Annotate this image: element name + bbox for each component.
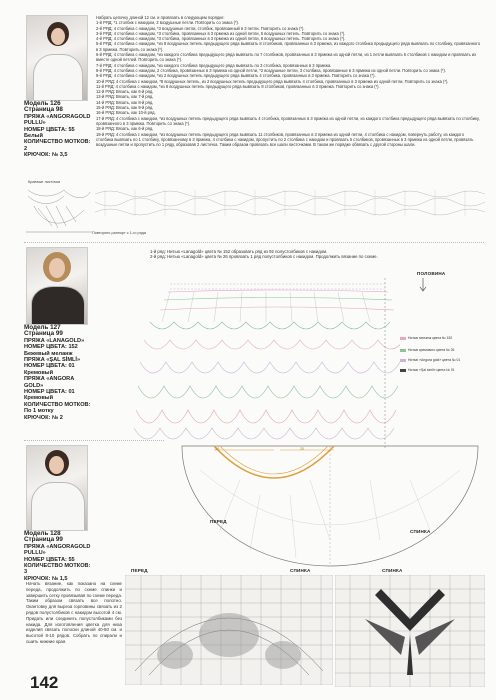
model-127-color3: НОМЕР ЦВЕТА: 01 (24, 389, 75, 396)
section-divider (24, 440, 164, 441)
bottom-label-back-right: СПИНКА (382, 568, 403, 573)
instr-126-line: 16-й РЯД: Вязать, как 10-й ряд. (96, 110, 156, 116)
legend-text: Нитью кремового цвета № 26 (408, 348, 455, 352)
model-128-skeins: КОЛИЧЕСТВО МОТКОВ: 3 (24, 563, 91, 576)
label-edge-leaves: Краевые листочки (28, 180, 61, 184)
legend-swatch (400, 359, 406, 362)
model-128-photo (26, 445, 88, 531)
legend-127 (400, 335, 488, 373)
model-127-title: Модель 127 Страница 99 (24, 324, 63, 338)
instr-127-line: 2-й ряд: Нитью «Lanagold» цвета № 26 провязать 1 ряд полустолбиков с накидом. Продолжить вязание по схеме. (150, 254, 378, 260)
instr-126-line: 11-й РЯД: 4 столбика с накидом, *из 8 воздушных петель предыдущего ряда вывязать 8 столбиков, провязанных в 3 прмежа. Повторить со знака (*). (96, 83, 380, 89)
model-126-caption (24, 101, 92, 159)
legend-item (400, 347, 488, 353)
model-127-color1-name: Бежевый меланж (24, 350, 73, 357)
diagram-127-collar (130, 278, 400, 453)
model-126-hook: КРЮЧОК: № 3,5 (24, 152, 68, 159)
instr-127-line: 1-й ряд: Нитью «Lanagold» цвета № 152 образовать ряд из 92 полустолбиков с накидом. (150, 249, 328, 254)
instr-126-line: 4-й РЯД: 4 столбика с накидом, *3 столбика, провязанных в 3 прмежа из одной петли, 8 воздушных петель. Повторить со знака (*). (96, 36, 346, 42)
model-127-color2-name: Кремовый (24, 369, 54, 376)
model-127-color2: НОМЕР ЦВЕТА: 01 (24, 363, 75, 370)
diagram-126-edge-leaves (24, 186, 94, 234)
model-127-color3-name: Кремовый (24, 395, 54, 402)
section-divider (24, 242, 484, 243)
model-126-figure-body (33, 54, 83, 101)
instr-126-line: 14-й РЯД: Вязать, как 8-й ряд. (96, 99, 154, 105)
instr-126-line: 10-й РЯД: 4 столбика с накидом, *8 воздушных петель, из 2 воздушных петель предыдущего ряда вывязать 4 столбика, провязанных в 3 прмежа из одной петли. Повторить со знака (*). (96, 78, 449, 84)
diagram-126-repeat-band (95, 186, 485, 228)
model-128-yarn: ПРЯЖА «ANGORAGOLD PULLU» (24, 543, 91, 557)
model-127-caption (24, 325, 92, 421)
half-arrow (418, 278, 428, 292)
legend-text: Нитью меланж цвета № 152 (408, 336, 453, 340)
model-126-photo (26, 15, 88, 101)
label-front: ПЕРЕД (210, 519, 227, 524)
legend-item (400, 367, 488, 373)
legend-item (400, 357, 488, 363)
instr-126-line: 7-й РЯД: 4 столбика с накидом, *из каждого столбика предыдущего ряда вывязать по 3 столбика, провязанных в 3 прмежа. (96, 62, 332, 68)
model-128-caption (24, 531, 92, 582)
notes-128: Начать вязание, как показано на схеме переда, продолжить по схеме спинки и завершить сетку провязывая по схеме переда. Таким образом связать все полотно. Окантовку для выреза горловины связать из 2 рядов полустолбиков с накидом высотой 4 см. Придать или соединить полустолбиками без накида. Для изготовления цветка для низа изделия связать полоски длиной 40-50 см. и высотой 8-10 рядов. Собрать по спирали и сшить нижние края. (26, 581, 122, 644)
diagram-128-back (335, 575, 485, 687)
instr-126-line: 13-й РЯД: Вязать, как 7-й ряд. (96, 94, 154, 100)
diagram-128-front (125, 575, 333, 685)
model-127-figure-body (31, 286, 85, 325)
instr-126-line: 5-й РЯД: 4 столбика с накидом, *из 8 воздушных петель предыдущего ряда вывязать 8 столбиков, провязанных в 3 прмежа, из каждого столбика предыдущего ряда вывязать по столбику, провязанного в 3 прмежа. Повторить со знака (*). (96, 41, 480, 52)
legend-text: Нитью «Angora gold» цвета № 01 (408, 358, 461, 362)
instr-126-line: Набрать цепочку длиной 12 см. и провязать в следующем порядке: (96, 15, 225, 20)
model-126-color: НОМЕР ЦВЕТА: 55 Белый (24, 126, 75, 140)
model-128-color: НОМЕР ЦВЕТА: 55 (24, 556, 75, 563)
diagram-128-yoke (180, 440, 480, 568)
instr-126-line: 6-й РЯД: 4 столбика с накидом, *из каждого столбика предыдущего ряда вывязать по 7 столбиков, провязанных в 3 прмежа из одной петли, из 1 петли вывязать 6 столбиков с накидом и провязать их вместе одной петлей. Повторить со знака (*). (96, 52, 477, 63)
dim-right: 20 (300, 447, 305, 451)
model-127-yarn2: ПРЯЖА «ŞAL SİMLİ» (24, 357, 81, 364)
model-126-title: Модель 126 Страница 98 (24, 100, 63, 114)
instr-126-line: 8-й РЯД: 4 столбика с накидом, 2 столбика, провязанных в 3 прмежа из одной петли, *2 воздушные петли, 3 столбика, провязанные в 3 прмежа из одной петли. Повторить со знака (*). (96, 67, 447, 73)
dim-left: 30 (215, 447, 220, 451)
model-126-skeins: КОЛИЧЕСТВО МОТКОВ: 2 (24, 139, 91, 152)
instructions-126 (96, 15, 481, 147)
instr-126-line: 15-й РЯД: Вязать, как 9-й ряд. (96, 105, 154, 111)
instructions-127 (150, 249, 400, 260)
model-126-yarn: ПРЯЖА «ANGORAGOLD PULLU» (24, 113, 91, 127)
model-128-title: Модель 128 Страница 99 (24, 530, 63, 544)
bottom-label-back: СПИНКА (290, 568, 311, 573)
label-half: ПОЛОВИНА (417, 271, 446, 276)
legend-swatch (400, 369, 406, 372)
legend-text: Нитью «Şal simli» цвета № 01 (408, 368, 455, 372)
instr-126-line: 18-й РЯД: Вязать, как 6-й ряд. (96, 126, 154, 132)
model-128-figure-face (49, 456, 64, 474)
instr-126-line: 1-й РЯД: *1 столбик с накидом, 3 воздушные петли. Повторить со знака (*). (96, 20, 240, 26)
model-127-photo (26, 247, 88, 325)
model-128-figure-body (31, 482, 85, 531)
instr-126-line: 9-й РЯД: 4 столбика с накидом, *из 2 воздушных петель предыдущего ряда вывязать 4 столбика, провязанных в 3 прмежа. Повторить со знака (*). (96, 73, 376, 79)
label-back: СПИНКА (410, 529, 431, 534)
model-126-figure-face (51, 28, 65, 45)
model-127-figure-face (49, 258, 65, 278)
model-127-color1: НОМЕР ЦВЕТА: 152 (24, 344, 78, 351)
legend-item (400, 335, 488, 341)
model-127-yarn1: ПРЯЖА «LANAGOLD» (24, 337, 85, 344)
bottom-label-front: ПЕРЕД (131, 568, 148, 573)
model-127-yarn3: ПРЯЖА «ANGORA GOLD» (24, 376, 75, 389)
page-number: 142 (30, 673, 59, 692)
model-127-skeins: КОЛИЧЕСТВО МОТКОВ: По 1 мотку (24, 401, 91, 415)
model-128-hook: КРЮЧОК: № 1,5 (24, 575, 68, 582)
label-repeat-rapport: Повторять раппорт с 1-го ряда (92, 231, 146, 235)
model-127-hook: КРЮЧОК: № 2 (24, 414, 63, 421)
instr-126-line: 17-й РЯД: 4 столбика с накидом, *из воздушных петель предыдущего ряда вывязать 4 столбика, провязанных в 3 прмежа из одной петли, из каждого столбика предыдущего ряда вывязать по столбику, провязанного в 3 прмежа. Повторить со знака (*). (96, 115, 480, 126)
legend-swatch (400, 349, 406, 352)
instr-126-line: 2-й РЯД: 4 столбика с накидом, *3 воздушные петли, столбик, провязанный в 3 петли. Повторить со знака (*). (96, 25, 305, 31)
instr-126-line: 12-й РЯД: Вязать, как 6-й ряд. (96, 89, 154, 95)
legend-swatch (400, 337, 406, 340)
instr-126-line: 19-й РЯД: 4 столбика с накидом, *из воздушных петель предыдущего ряда вывязать 11 столбиков, провязанных в 3 прмежа из одной петли, 4 столбика с накидом, повернуть работу, из каждого столбика вывязать по 1 столбику, провязанному в 3 прмежа, 4 столбика с накидом, пропустить по 2 столбика с накидом и провязать 5 столбиков, провязанных в 3 прмежа из одной петли, провязать воздушные петли и пропустить по 1 ряду, образовав 2 листочка. Таким образом провязать все шали листочками. В таком же порядке обвязать с другой стороны шали. (96, 131, 474, 148)
instr-126-line: 3-й РЯД: 4 столбика с накидом, *3 столбика, провязанных в 3 прмежа из одной петли, 5 воздушных петель. Повторить со знака (*). (96, 30, 346, 36)
